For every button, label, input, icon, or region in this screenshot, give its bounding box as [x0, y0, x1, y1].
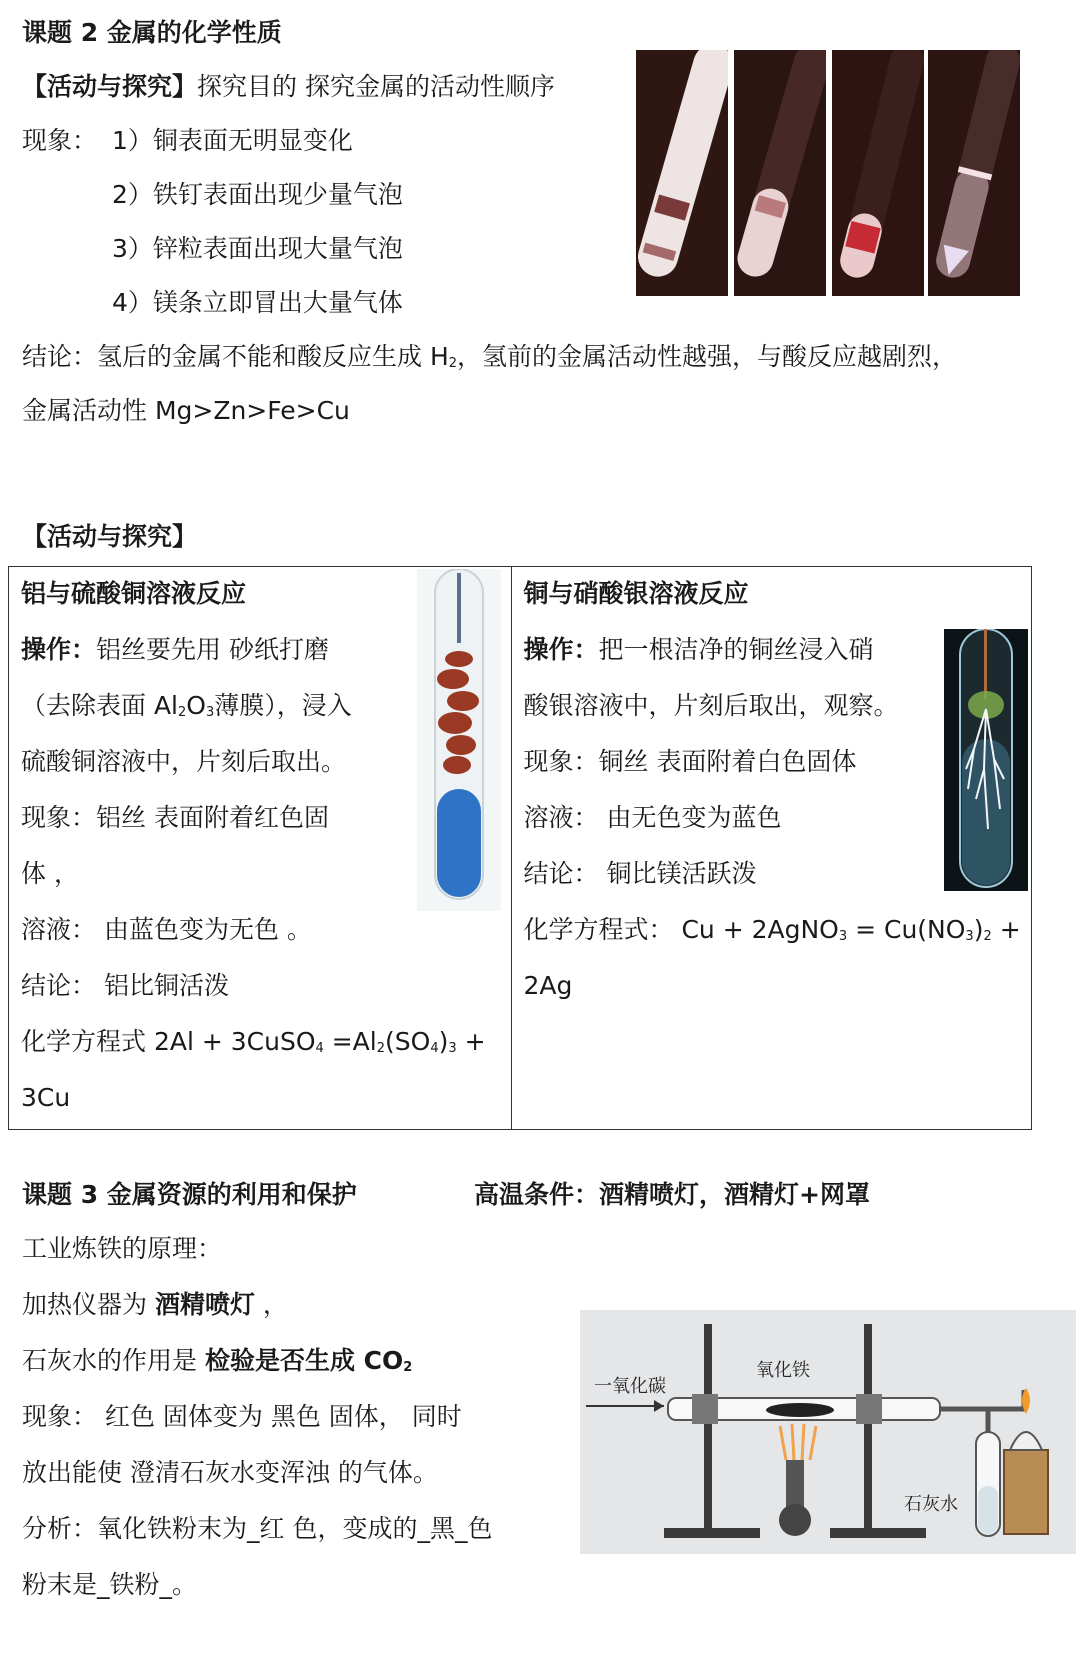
left-eq-b: =Al	[323, 1027, 377, 1056]
conclusion-subscript: 2	[448, 356, 458, 371]
clamp-left	[692, 1394, 718, 1424]
section2-heading: 【活动与探究】	[22, 522, 198, 551]
lime-line	[22, 1344, 412, 1378]
test-tube-iron-image	[734, 50, 826, 296]
left-op2-b: O	[186, 691, 206, 720]
left-eq-sub4: 3	[448, 1041, 457, 1056]
right-phenomenon: 现象：铜丝 表面附着白色固体	[523, 747, 857, 776]
right-equation-2: 2Ag	[523, 971, 573, 1000]
left-op-text: 铝丝要先用 砂纸打磨	[96, 635, 329, 664]
phenomenon-item: 3）锌粒表面出现大量气泡	[112, 234, 403, 263]
conclusion-text-b: ，氢前的金属活动性越强，与酸反应越剧烈，	[457, 342, 958, 371]
right-eq-sub2: 3	[965, 929, 974, 944]
left-operation-1	[21, 633, 329, 667]
left-eq-sub3: 4	[430, 1041, 439, 1056]
section3-phenomenon-1: 现象： 红色 固体变为 黑色 固体， 同时	[22, 1402, 462, 1431]
left-op2-c: 薄膜），浸入	[214, 691, 352, 720]
left-phenomenon-1: 现象：铝丝 表面附着红色固	[21, 803, 329, 832]
right-title: 铜与硝酸银溶液反应	[523, 579, 749, 608]
lime-water-liquid	[978, 1486, 998, 1534]
left-equation-2: 3Cu	[21, 1083, 71, 1112]
left-eq-e: +	[456, 1027, 486, 1056]
activity-line	[22, 70, 555, 104]
left-solution: 溶液： 由蓝色变为无色 。	[21, 915, 312, 944]
left-eq-c: (SO	[385, 1027, 431, 1056]
lime-answer: 检验是否生成 CO	[204, 1346, 404, 1375]
section3-principle: 工业炼铁的原理：	[22, 1234, 223, 1263]
section3-condition: 高温条件：酒精喷灯，酒精灯+网罩	[474, 1180, 870, 1209]
left-operation-2	[21, 689, 352, 723]
phenomenon-item: 2）铁钉表面出现少量气泡	[112, 180, 403, 209]
left-eq-sub1: 4	[315, 1041, 324, 1056]
right-eq-b: = Cu(NO	[847, 915, 966, 944]
test-tube-photo-magnesium	[928, 50, 1020, 296]
section3-phenomenon-2: 放出能使 澄清石灰水变浑浊 的气体。	[22, 1458, 438, 1487]
experiment-table	[8, 566, 1032, 1130]
right-conclusion: 结论： 铜比镁活跃泼	[523, 859, 757, 888]
lime-subscript: 2	[403, 1360, 413, 1375]
blowtorch-base	[779, 1504, 811, 1536]
conclusion-line-2: 金属活动性 Mg>Zn>Fe>Cu	[22, 396, 350, 425]
left-op2-a: （去除表面 Al	[21, 691, 178, 720]
left-title: 铝与硫酸铜溶液反应	[21, 579, 247, 608]
conclusion-text-a: 结论：氢后的金属不能和酸反应生成 H	[22, 342, 449, 371]
section1-title: 课题 2 金属的化学性质	[22, 18, 282, 47]
label-iron-oxide: 氧化铁	[756, 1360, 810, 1380]
phenomena-label: 现象：	[22, 126, 98, 155]
left-operation-3: 硫酸铜溶液中，片刻后取出。	[21, 747, 347, 776]
copper-test-tube-image	[944, 629, 1028, 891]
heater-line	[22, 1288, 288, 1322]
left-eq-d: )	[438, 1027, 449, 1056]
right-eq-d: +	[991, 915, 1021, 944]
right-op-label: 操作：	[523, 635, 599, 664]
diagram-background	[580, 1310, 1076, 1554]
lime-text-a: 石灰水的作用是	[22, 1346, 205, 1375]
aluminium-test-tube-image	[417, 569, 501, 911]
right-eq-c: )	[973, 915, 984, 944]
heater-text-a: 加热仪器为	[22, 1290, 155, 1319]
iron-smelting-diagram	[580, 1310, 1076, 1554]
wooden-block	[1004, 1450, 1048, 1534]
left-eq-sub2: 2	[376, 1041, 386, 1056]
test-tube-copper-image	[636, 50, 728, 296]
left-equation	[21, 1025, 486, 1059]
left-op2-sub2: 3	[205, 705, 215, 720]
experiment-cell-aluminium	[9, 567, 512, 1130]
left-conclusion: 结论： 铝比铜活泼	[21, 971, 229, 1000]
left-phenomenon-2: 体 ，	[21, 859, 79, 888]
right-op-text: 把一根洁净的铜丝浸入硝	[598, 635, 874, 664]
test-tube-photo-zinc	[832, 50, 924, 296]
right-eq-a: 化学方程式： Cu + 2AgNO	[523, 915, 839, 944]
left-op-label: 操作：	[21, 635, 97, 664]
label-carbon-monoxide: 一氧化碳	[594, 1376, 666, 1396]
section3-title: 课题 3 金属资源的利用和保护	[22, 1180, 357, 1209]
right-operation-2: 酸银溶液中，片刻后取出，观察。	[523, 691, 899, 720]
test-tube-zinc-image	[832, 50, 924, 296]
experiment-cell-copper	[511, 567, 1032, 1130]
right-eq-sub1: 3	[838, 929, 848, 944]
right-eq-sub3: 2	[983, 929, 992, 944]
activity-heading: 【活动与探究】	[22, 72, 198, 101]
right-operation-1	[524, 633, 874, 667]
heater-text-c: ，	[254, 1290, 288, 1319]
test-tube-magnesium-image	[928, 50, 1020, 296]
left-op2-sub1: 2	[178, 705, 187, 720]
test-tube-photo-iron	[734, 50, 826, 296]
clamp-right	[856, 1394, 882, 1424]
label-lime-water: 石灰水	[904, 1494, 958, 1514]
phenomenon-item: 1）铜表面无明显变化	[112, 126, 353, 155]
activity-text: 探究目的 探究金属的活动性顺序	[197, 72, 555, 101]
phenomenon-item: 4）镁条立即冒出大量气体	[112, 288, 403, 317]
iron-oxide-powder	[766, 1403, 834, 1417]
section3-analysis-2: 粉末是_铁粉_。	[22, 1570, 198, 1599]
right-equation	[524, 913, 1021, 947]
heater-answer: 酒精喷灯	[154, 1290, 255, 1319]
conclusion-line	[22, 340, 957, 374]
test-tube-photo-copper	[636, 50, 728, 296]
right-solution: 溶液： 由无色变为蓝色	[523, 803, 782, 832]
section3-analysis-1: 分析：氧化铁粉末为_红 色，变成的_黑_色	[22, 1514, 493, 1543]
left-eq-a: 化学方程式 2Al + 3CuSO	[21, 1027, 316, 1056]
